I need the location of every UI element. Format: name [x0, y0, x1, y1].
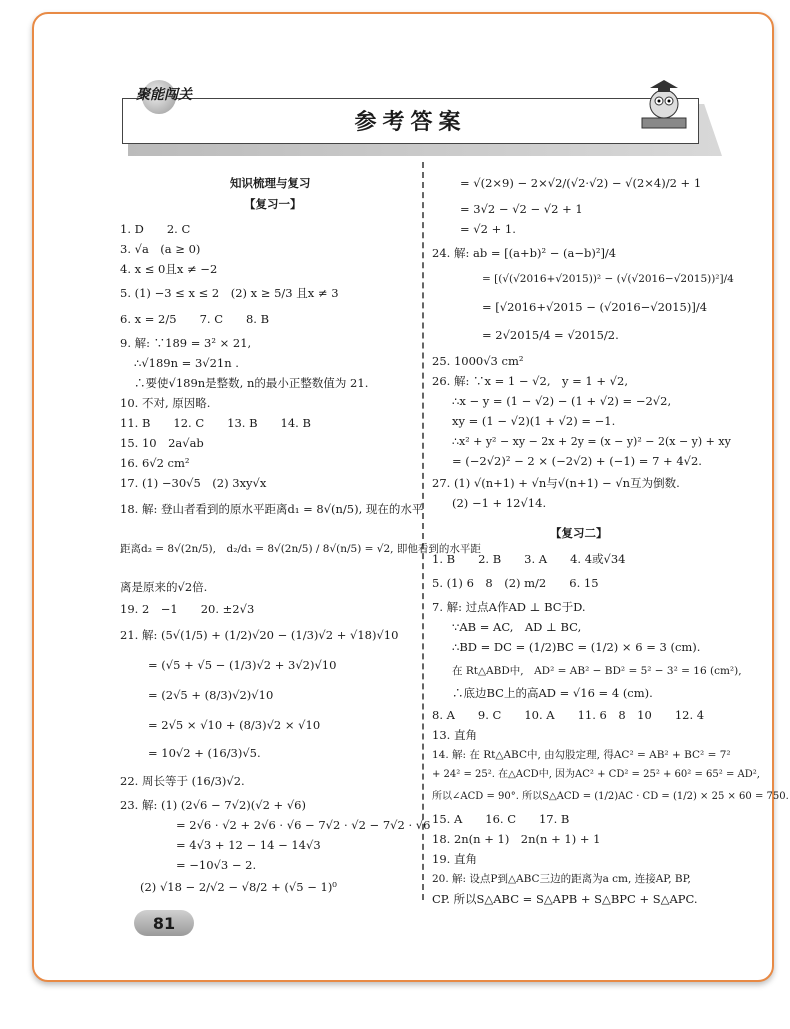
owl-mascot-icon	[636, 78, 692, 130]
answer-line: 5. (1) 6 8 (2) m/2 6. 15	[432, 576, 599, 590]
answer-line: = 4√3 + 12 − 14 − 14√3	[176, 838, 321, 852]
answer-line: ∴√189n = 3√21n .	[134, 356, 239, 370]
answer-line: = [√2016+√2015 − (√2016−√2015)]/4	[482, 300, 708, 314]
answer-line: = √(2×9) − 2×√2/(√2·√2) − √(2×4)/2 + 1	[460, 176, 702, 190]
answer-line: = 2√6 · √2 + 2√6 · √6 − 7√2 · √2 − 7√2 · √6	[176, 818, 431, 832]
answer-line: + 24² = 25². 在△ACD中, 因为AC² + CD² = 25² + 60² = 65² = AD²,	[432, 769, 760, 780]
page-frame	[32, 12, 774, 982]
logo-text: 聚能闯关	[136, 87, 192, 103]
answer-line: 13. 直角	[432, 728, 477, 742]
answer-line: 15. 10 2a√ab	[120, 436, 204, 450]
answer-line: 16. 6√2 cm²	[120, 456, 190, 470]
answer-line: ∴x − y = (1 − √2) − (1 + √2) = −2√2,	[452, 394, 672, 408]
answer-line: 15. A 16. C 17. B	[432, 812, 570, 826]
answer-line: 22. 周长等于 (16/3)√2.	[120, 774, 245, 788]
answer-line: 26. 解: ∵x = 1 − √2, y = 1 + √2,	[432, 374, 628, 388]
answer-line: ∴x² + y² − xy − 2x + 2y = (x − y)² − 2(x − y) + xy	[452, 435, 731, 448]
answer-line: = (√5 + √5 − (1/3)√2 + 3√2)√10	[148, 658, 337, 672]
answer-line: 所以∠ACD = 90°. 所以S△ACD = (1/2)AC · CD = (1/2) × 25 × 60 = 750.	[432, 791, 789, 802]
answer-line: 11. B 12. C 13. B 14. B	[120, 416, 311, 430]
answer-line: 14. 解: 在 Rt△ABC中, 由勾股定理, 得AC² = AB² + BC² = 7²	[432, 749, 731, 761]
answer-line: 18. 2n(n + 1) 2n(n + 1) + 1	[432, 832, 601, 846]
answer-line: 10. 不对, 原因略.	[120, 396, 211, 410]
answer-line: = 2√2015/4 = √2015/2.	[482, 328, 619, 342]
answer-line: 9. 解: ∵189 = 3² × 21,	[120, 336, 252, 350]
page-number-badge	[134, 910, 190, 936]
answer-line: 1. B 2. B 3. A 4. 4或√34	[432, 552, 626, 566]
answer-line: ∵AB = AC, AD ⊥ BC,	[452, 620, 582, 634]
answer-line: 19. 2 −1 20. ±2√3	[120, 602, 255, 616]
page-title: 参考答案	[354, 109, 467, 135]
answer-line: ∴BD = DC = (1/2)BC = (1/2) × 6 = 3 (cm).	[452, 640, 701, 654]
answer-line: xy = (1 − √2)(1 + √2) = −1.	[452, 414, 616, 428]
answer-line: 19. 直角	[432, 852, 477, 866]
answer-line: 距离d₂ = 8√(2n/5), d₂/d₁ = 8√(2n/5) / 8√(n/5) = √2, 即他看到的水平距	[120, 543, 481, 555]
subsection-title: 【复习二】	[550, 526, 608, 540]
answer-line: 1. D 2. C	[120, 222, 191, 236]
answer-line: = (2√5 + (8/3)√2)√10	[148, 688, 274, 702]
answer-line: 24. 解: ab = [(a+b)² − (a−b)²]/4	[432, 246, 617, 260]
answer-line: CP. 所以S△ABC = S△APB + S△BPC + S△APC.	[432, 892, 698, 906]
answer-line: 21. 解: (5√(1/5) + (1/2)√20 − (1/3)√2 + √18)√10	[120, 628, 399, 642]
column-divider	[422, 162, 424, 900]
answer-line: 离是原来的√2倍.	[120, 580, 208, 594]
answer-line: 25. 1000√3 cm²	[432, 354, 524, 368]
answer-line: (2) √18 − 2/√2 − √8/2 + (√5 − 1)⁰	[140, 880, 337, 894]
answer-line: 17. (1) −30√5 (2) 3xy√x	[120, 476, 267, 490]
answer-line: 3. √a (a ≥ 0)	[120, 242, 201, 256]
answer-line: = −10√3 − 2.	[176, 858, 257, 872]
answer-line: ∴要使√189n是整数, n的最小正整数值为 21.	[134, 376, 369, 390]
logo	[120, 84, 250, 106]
answer-line: 18. 解: 登山者看到的原水平距离d₁ = 8√(n/5), 现在的水平	[120, 502, 424, 516]
answer-line: = 10√2 + (16/3)√5.	[148, 746, 261, 760]
answer-line: 23. 解: (1) (2√6 − 7√2)(√2 + √6)	[120, 798, 306, 812]
answer-line: 在 Rt△ABD中, AD² = AB² − BD² = 5² − 3² = 16 (cm²),	[452, 665, 742, 677]
subsection-title: 【复习一】	[244, 197, 302, 211]
answer-line: (2) −1 + 12√14.	[452, 496, 547, 510]
answer-line: = (−2√2)² − 2 × (−2√2) + (−1) = 7 + 4√2.	[452, 454, 702, 468]
answer-line: 5. (1) −3 ≤ x ≤ 2 (2) x ≥ 5/3 且x ≠ 3	[120, 286, 339, 300]
answer-line: 20. 解: 设点P到△ABC三边的距离为a cm, 连接AP, BP,	[432, 873, 691, 885]
answer-line: = √2 + 1.	[460, 222, 516, 236]
answer-line: 7. 解: 过点A作AD ⊥ BC于D.	[432, 600, 586, 614]
answer-line: 8. A 9. C 10. A 11. 6 8 10 12. 4	[432, 708, 705, 722]
answer-line: ∴底边BC上的高AD = √16 = 4 (cm).	[452, 686, 653, 700]
answer-line: = 2√5 × √10 + (8/3)√2 × √10	[148, 718, 321, 732]
answer-line: = 3√2 − √2 − √2 + 1	[460, 202, 583, 216]
answer-line: 6. x = 2/5 7. C 8. B	[120, 312, 270, 326]
answer-line: 27. (1) √(n+1) + √n与√(n+1) − √n互为倒数.	[432, 476, 680, 490]
answer-line: 4. x ≤ 0且x ≠ −2	[120, 262, 218, 276]
section-title: 知识梳理与复习	[230, 176, 311, 190]
page-number: 81	[152, 914, 176, 933]
answer-line: = [(√(√2016+√2015))² − (√(√2016−√2015))²]/4	[482, 273, 734, 285]
